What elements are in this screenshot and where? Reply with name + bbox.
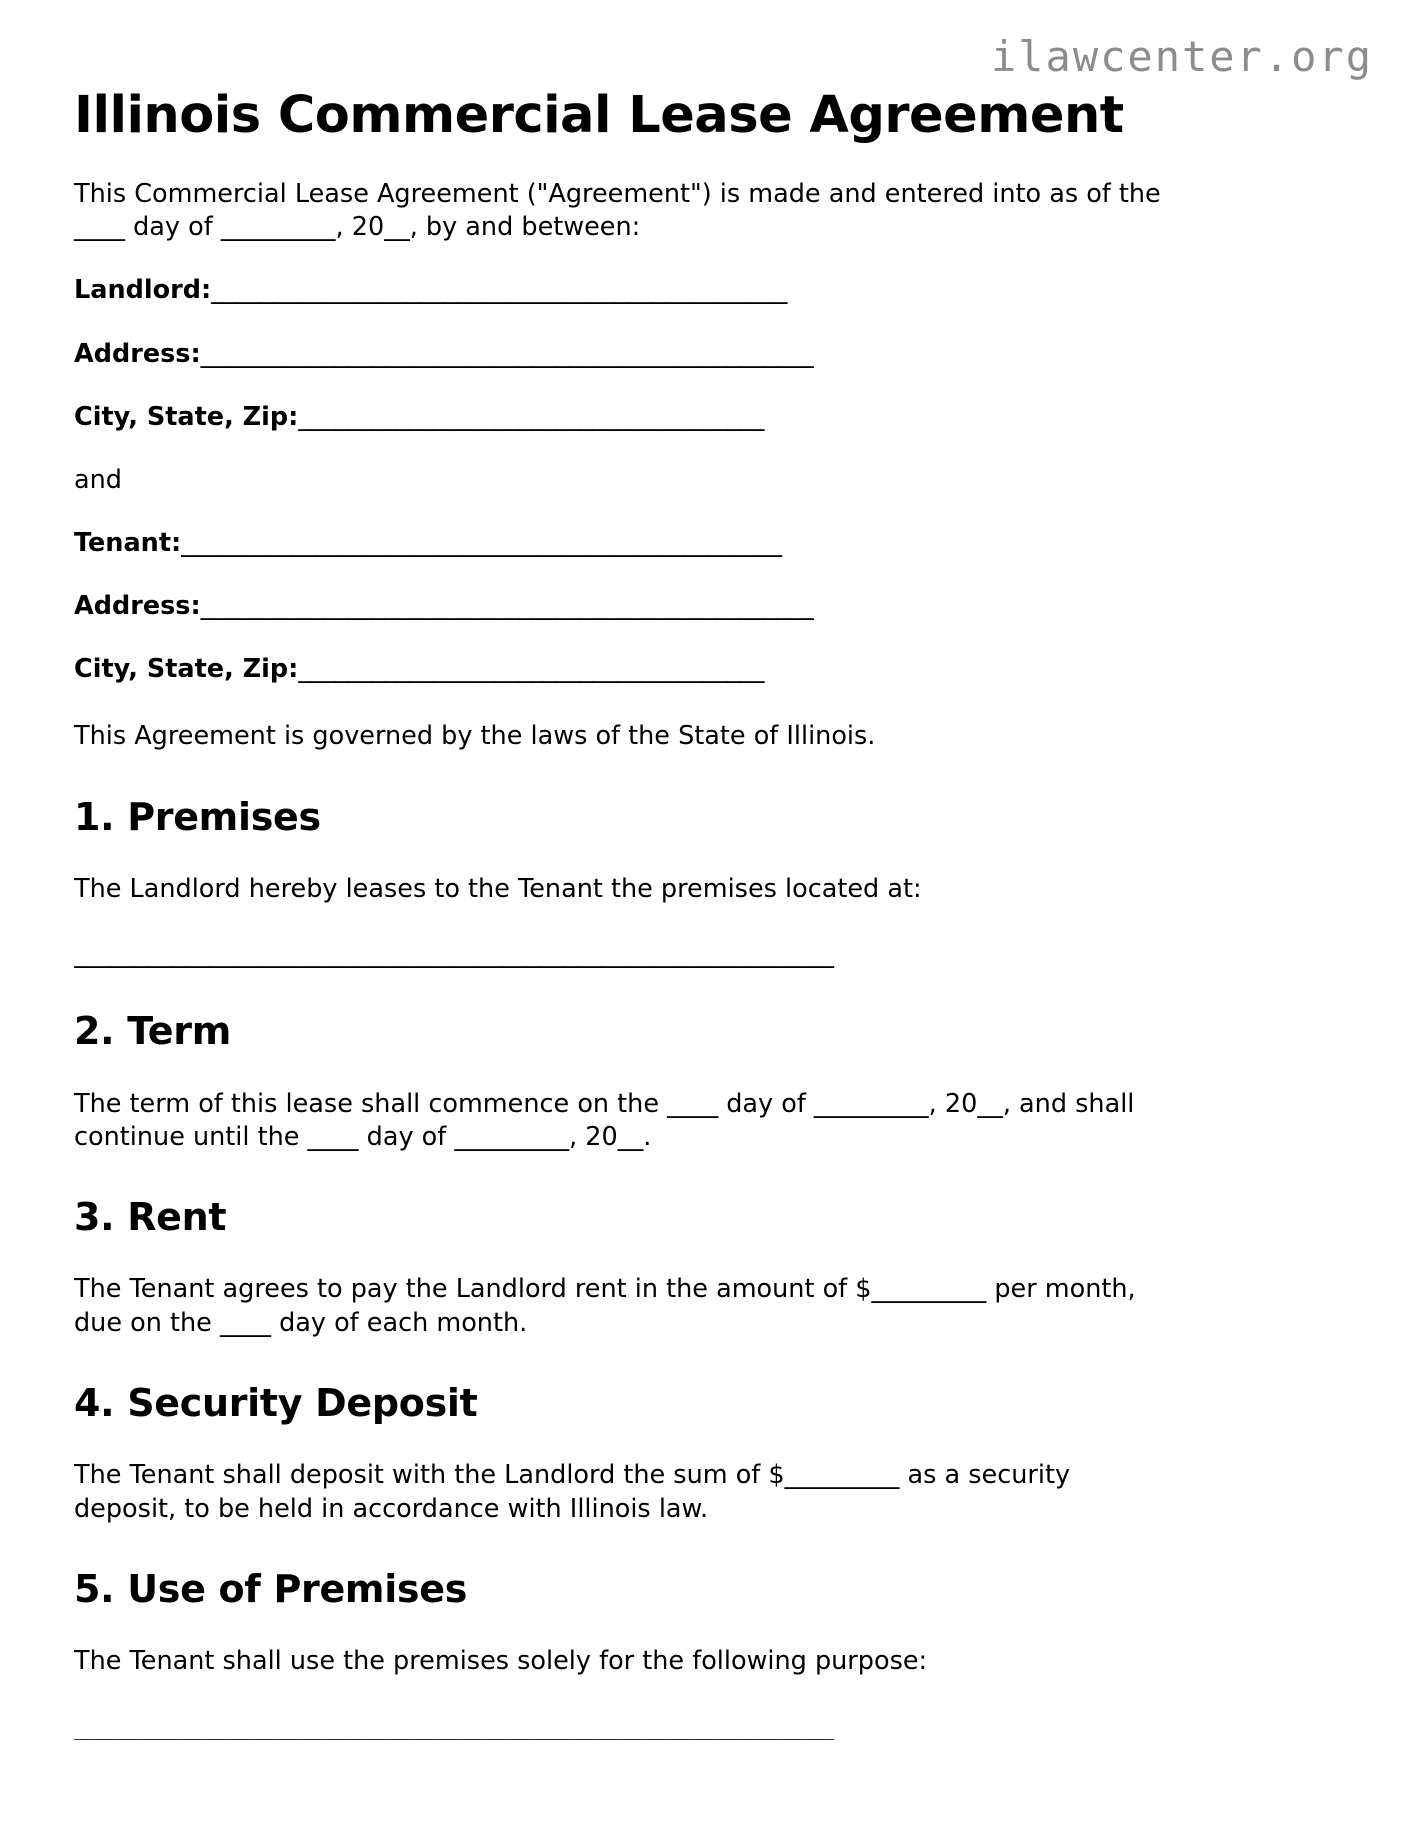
section-heading-premises: 1. Premises	[74, 794, 321, 839]
field-rule-landlord-address[interactable]: __________________________________________________	[200, 338, 814, 369]
section-heading-security-deposit: 4. Security Deposit	[74, 1380, 478, 1425]
field-rule-landlord[interactable]: _______________________________________________	[211, 275, 787, 306]
section-heading-rent: 3. Rent	[74, 1194, 227, 1239]
section-blank-premises[interactable]: ______________________________________________________________	[74, 939, 834, 968]
intro-paragraph: This Commercial Lease Agreement ("Agreement") is made and entered into as of the ____ day of _________, 20__, by and between:	[74, 179, 1161, 243]
page-title: Illinois Commercial Lease Agreement	[74, 86, 1124, 145]
field-rule-landlord-city-state-zip[interactable]: ______________________________________	[298, 401, 764, 432]
field-rule-tenant-city-state-zip[interactable]: ______________________________________	[298, 654, 764, 685]
site-watermark: ilawcenter.org	[990, 32, 1373, 81]
field-row-tenant-address	[74, 560, 1336, 623]
field-label-tenant: Tenant:	[74, 527, 182, 558]
field-row-tenant-city-state-zip	[74, 623, 1336, 686]
field-label-landlord-address: Address:	[74, 338, 201, 369]
section-body-rent: The Tenant agrees to pay the Landlord rent in the amount of $_________ per month, due on the ____ day of each month.	[74, 1274, 1136, 1338]
field-row-landlord-city-state-zip	[74, 371, 1336, 434]
field-rule-tenant-address[interactable]: __________________________________________________	[200, 591, 814, 622]
field-label-tenant-address: Address:	[74, 591, 201, 622]
section-body-use-of-premises: The Tenant shall use the premises solely for the following purpose:	[74, 1646, 928, 1677]
section-body-premises: The Landlord hereby leases to the Tenant the premises located at:	[74, 874, 922, 905]
field-label-tenant-city-state-zip: City, State, Zip:	[74, 654, 299, 685]
document-content	[74, 0, 1336, 1740]
field-rule-tenant[interactable]: _________________________________________________	[181, 527, 782, 558]
field-row-tenant-name	[74, 497, 1336, 560]
section-heading-term: 2. Term	[74, 1008, 231, 1053]
field-label-landlord-city-state-zip: City, State, Zip:	[74, 401, 299, 432]
field-row-landlord-name	[74, 244, 1336, 307]
field-row-landlord-address	[74, 308, 1336, 371]
section-body-term: The term of this lease shall commence on the ____ day of _________, 20__, and shall continue until the ____ day of _________, 20__.	[74, 1088, 1135, 1152]
section-blank-use-of-premises[interactable]: ______________________________________________________________	[74, 1711, 834, 1741]
field-label-landlord: Landlord:	[74, 275, 212, 306]
section-heading-use-of-premises: 5. Use of Premises	[74, 1566, 468, 1611]
parties-conjunction: and	[74, 464, 122, 495]
section-body-security-deposit: The Tenant shall deposit with the Landlord the sum of $_________ as a security deposit, to be held in accordance with Illinois law.	[74, 1460, 1071, 1524]
governing-law-paragraph: This Agreement is governed by the laws of the State of Illinois.	[74, 721, 876, 752]
